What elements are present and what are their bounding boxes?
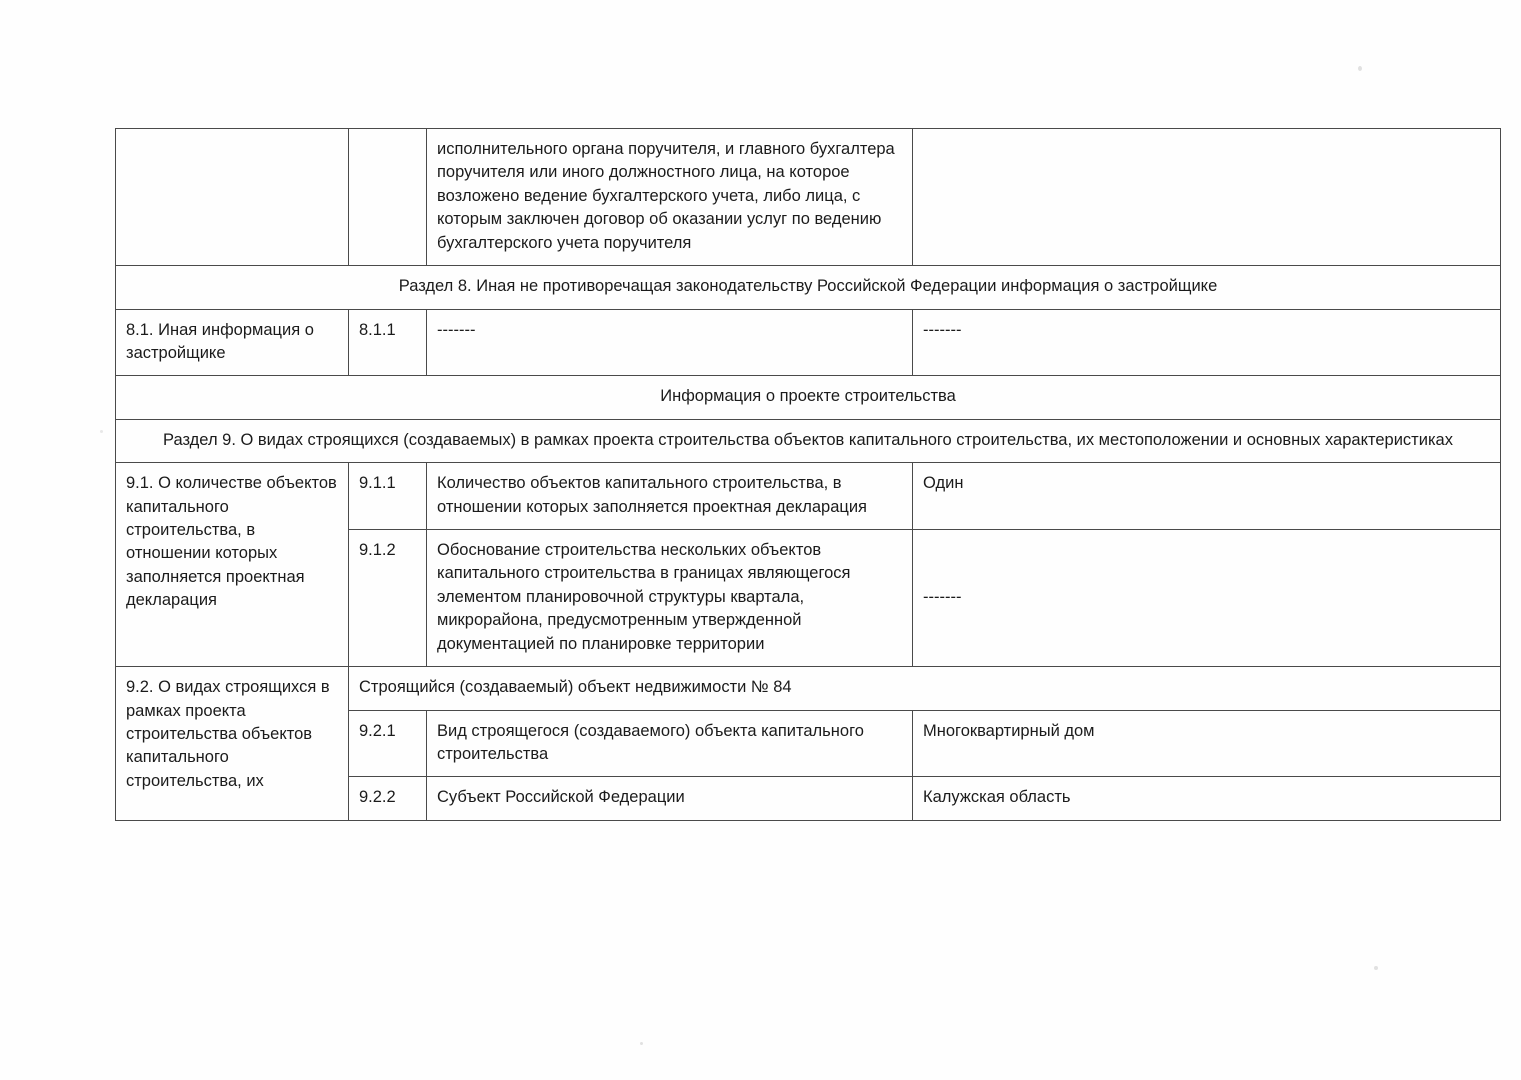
cell-description: Обоснование строительства нескольких объектов капитального строительства в границах являющегося элементом планировочной структуры квартала, микрорайона, предусмотренным утвержденной документацией по планировке территории [427,530,913,667]
cell-value: Один [913,463,1501,530]
table-row-subheader [116,667,1501,710]
cell-code-group: 8.1. Иная информация о застройщике [116,309,349,376]
cell-code-group-9-2: 9.2. О видах строящихся в рамках проекта строительства объектов капитального строительства, их [116,667,349,821]
cell-value: Калужская область [913,777,1501,820]
section-title-9: Раздел 9. О видах строящихся (создаваемых) в рамках проекта строительства объектов капитального строительства, их местоположении и основных характеристиках [116,419,1501,462]
table-row [116,463,1501,530]
cell-value: ------- [913,309,1501,376]
cell-item-number: 8.1.1 [349,309,427,376]
cell-code-group [116,129,349,266]
section-title-8: Раздел 8. Иная не противоречащая законодательству Российской Федерации информация о застройщике [116,266,1501,309]
cell-value: Многоквартирный дом [913,710,1501,777]
cell-description: Субъект Российской Федерации [427,777,913,820]
table-row [116,309,1501,376]
cell-item-number: 9.1.2 [349,530,427,667]
cell-value: ------- [913,530,1501,667]
scan-artifact [100,430,103,433]
scan-artifact [640,1042,643,1045]
cell-description: Количество объектов капитального строительства, в отношении которых заполняется проектная декларация [427,463,913,530]
table-row-section [116,419,1501,462]
cell-code-group-9-1: 9.1. О количестве объектов капитального строительства, в отношении которых заполняется проектная декларация [116,463,349,667]
object-subheader: Строящийся (создаваемый) объект недвижимости № 84 [349,667,1501,710]
cell-description: Вид строящегося (создаваемого) объекта капитального строительства [427,710,913,777]
cell-value [913,129,1501,266]
cell-item-number: 9.2.2 [349,777,427,820]
cell-item-number: 9.1.1 [349,463,427,530]
cell-item-number: 9.2.1 [349,710,427,777]
scan-artifact [1358,66,1362,71]
declaration-table [115,128,1501,821]
cell-description: исполнительного органа поручителя, и главного бухгалтера поручителя или иного должностного лица, на которое возложено ведение бухгалтерского учета, либо лица, с которым заключен договор об оказании услуг по ведению бухгалтерского учета поручителя [427,129,913,266]
cell-item-number [349,129,427,266]
table-row [116,129,1501,266]
section-title-project-info: Информация о проекте строительства [116,376,1501,419]
scan-artifact [1374,966,1378,970]
table-row-section [116,266,1501,309]
cell-description: ------- [427,309,913,376]
table-row-section [116,376,1501,419]
